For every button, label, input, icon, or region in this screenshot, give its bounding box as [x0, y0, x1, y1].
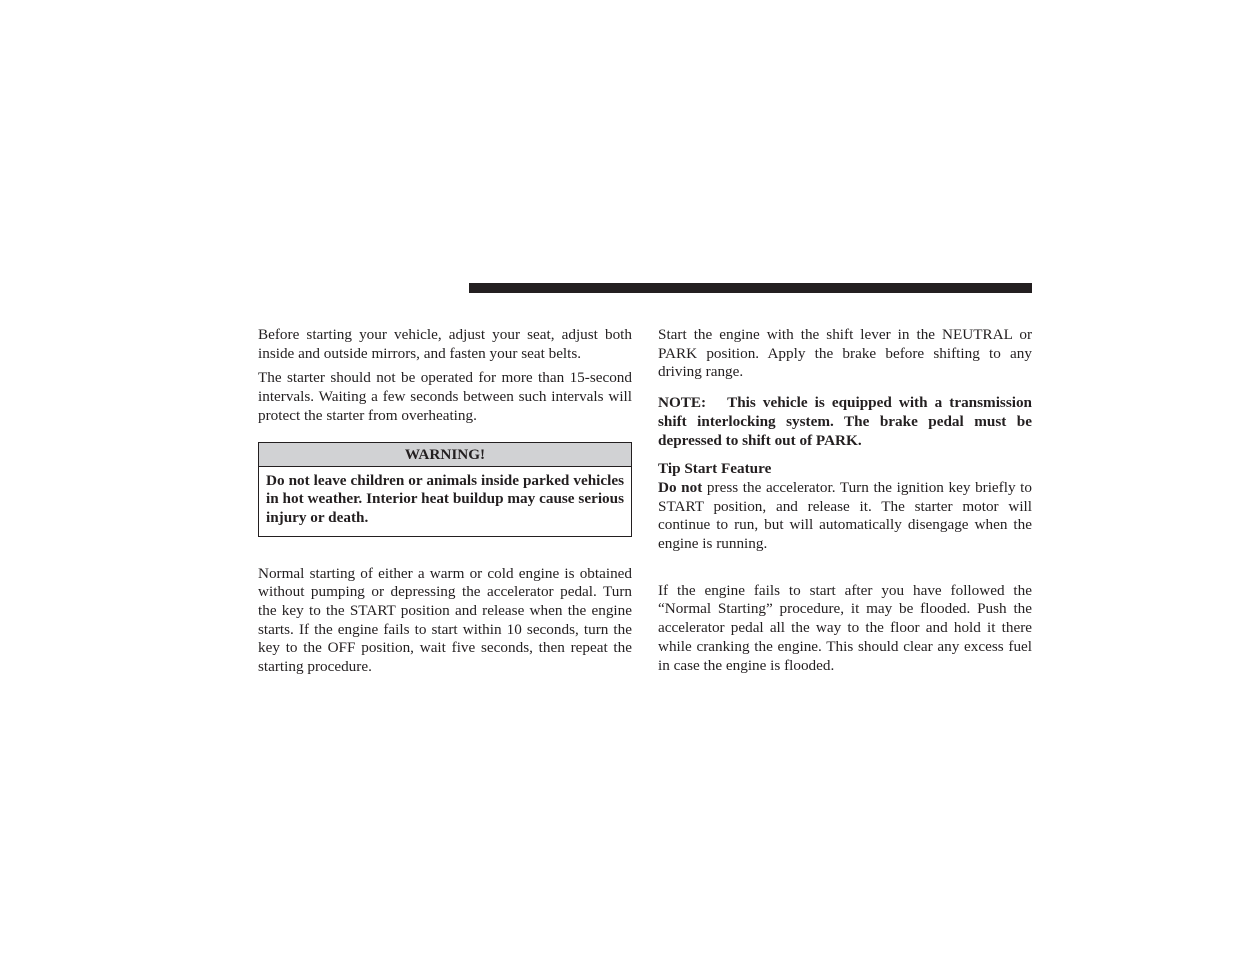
warning-title: WARNING!: [259, 443, 631, 467]
shift-lever-paragraph: Start the engine with the shift lever in the NEUTRAL or PARK position. Apply the brake before shifting to any driving range.: [658, 326, 1032, 381]
normal-starting-paragraph: Normal starting of either a warm or cold engine is obtained without pumping or depressing the accelerator pedal. Turn the key to the START position and release when the engine starts. If the engine fails to start within 10 seconds, turn the key to the OFF position, wait five seconds, then repeat the starting procedure.: [258, 564, 632, 676]
left-column: [258, 326, 632, 683]
tip-start-paragraph: [658, 479, 1032, 554]
note-label: NOTE:: [658, 394, 707, 412]
intro-paragraph-seat-mirrors: Before starting your vehicle, adjust your seat, adjust both inside and outside mirrors, and fasten your seat belts.: [258, 326, 632, 362]
tip-start-text: press the accelerator. Turn the ignition key briefly to START position, and release it. The starter motor will continue to run, but will automatically disengage when the engine is running.: [658, 478, 1032, 553]
tip-start-lead: Do not: [658, 478, 703, 496]
note-text: This vehicle is equipped with a transmission shift interlocking system. The brake pedal must be depressed to shift out of PARK.: [658, 394, 1032, 449]
warning-text: Do not leave children or animals inside parked vehicles in hot weather. Interior heat buildup may cause serious injury or death.: [266, 471, 624, 526]
intro-paragraph-starter-intervals: The starter should not be operated for more than 15-second intervals. Waiting a few seconds between such intervals will protect the starter from overheating.: [258, 369, 632, 424]
right-column: [658, 326, 1032, 681]
tip-start-section: [658, 460, 1032, 554]
note-paragraph: [658, 394, 1032, 450]
flooded-engine-paragraph: If the engine fails to start after you have followed the “Normal Starting” procedure, it may be flooded. Push the accelerator pedal all the way to the floor and hold it there while cranking the engine. This should clear any excess fuel in case the engine is flooded.: [658, 581, 1032, 674]
warning-box: [258, 442, 632, 537]
header-rule: [469, 283, 1032, 293]
tip-start-title: Tip Start Feature: [658, 460, 772, 478]
